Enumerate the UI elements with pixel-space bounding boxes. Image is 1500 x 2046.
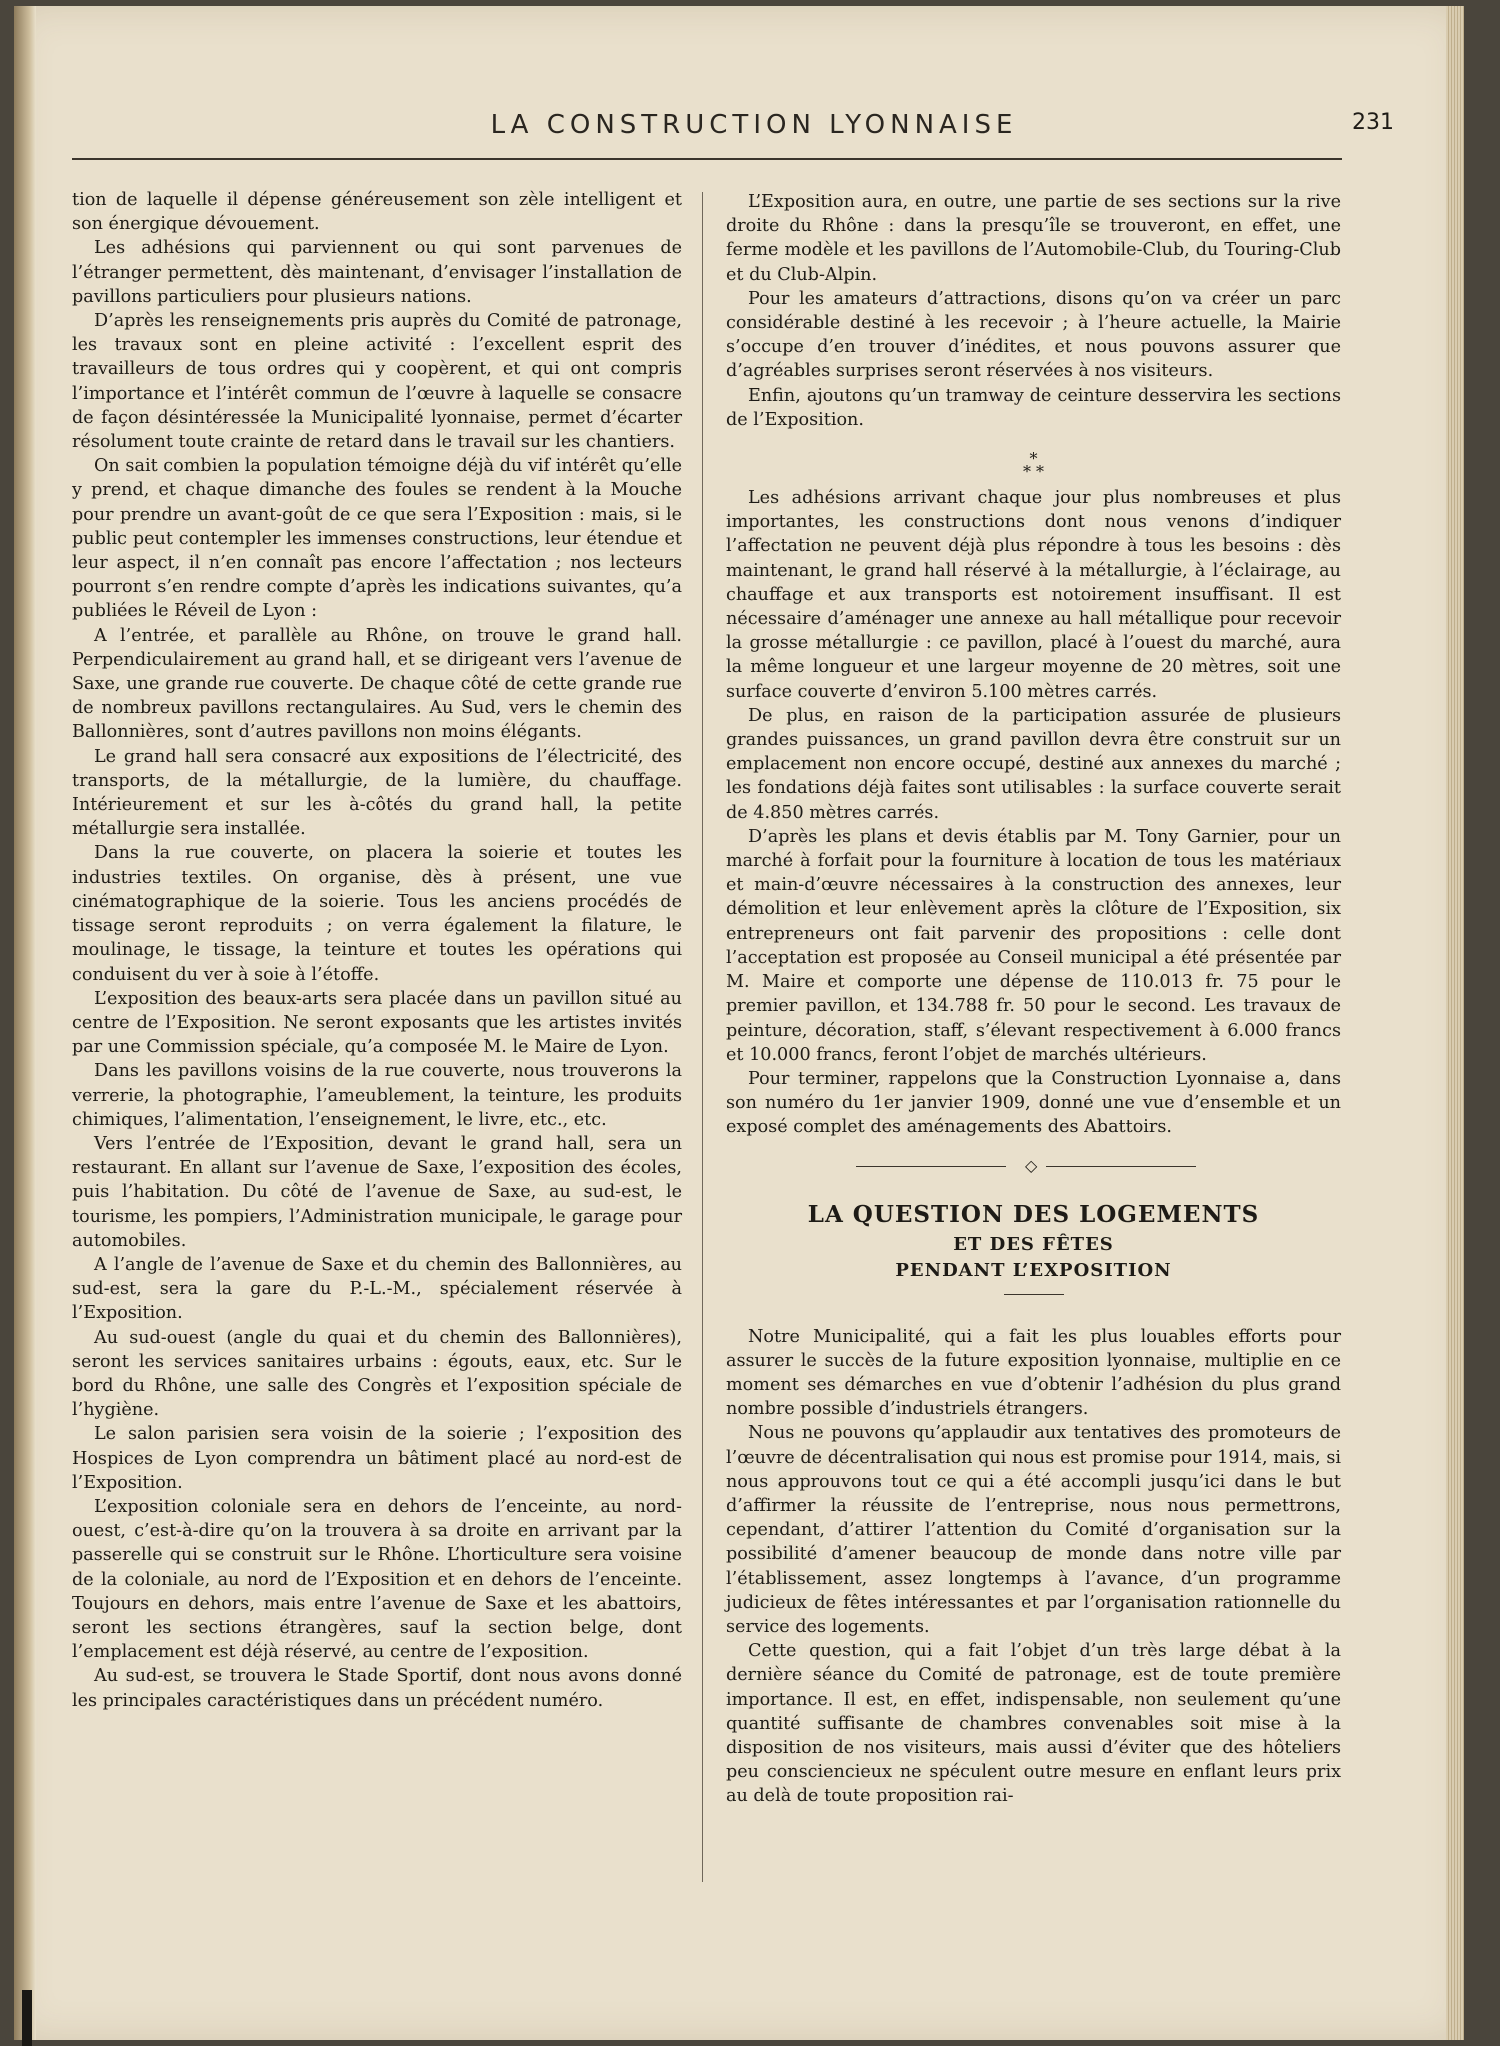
paragraph: A l’entrée, et parallèle au Rhône, on trouve le grand hall. Perpendiculairement au grand hall, et se dirigeant vers l’avenue de Saxe, une grande rue couverte. De chaque côté de cette grande rue de nombreux pavillons rectangulaires. Au Sud, vers le chemin des Ballonnières, sont d’autres pavillons non moins élégants. bbox=[72, 625, 682, 743]
paragraph: Nous ne pouvons qu’applaudir aux tentatives des promoteurs de l’œuvre de décentralisation qui nous est promise pour 1914, mais, si nous approuvons tout ce qui a été accompli jusqu’ici dans le but d’affirmer la réussite de l’entreprise, nous nous permettrons, cependant, d’attirer l’attention du Comité d’organisation sur la possibilité d’amener beaucoup de monde dans notre ville par l’établissement, assez longtemps à l’avance, d’un programme judicieux de fêtes intéressantes et par l’organisation rationnelle du service des logements. bbox=[726, 1423, 1341, 1637]
diamond-ornament-icon: ◇ bbox=[1025, 1155, 1038, 1175]
section-divider bbox=[726, 1154, 1341, 1180]
paragraph: L’Exposition aura, en outre, une partie de ses sections sur la rive droite du Rhône : dans la presqu’île se trouveront, en effet, une ferme modèle et les pavillons de l’Automobile-Club, du Touring-Club et du Club-Alpin. bbox=[726, 192, 1341, 285]
divider-line-left bbox=[856, 1166, 1006, 1167]
page-edges bbox=[1446, 6, 1464, 2040]
paragraph: Les adhésions qui parviennent ou qui sont parvenues de l’étranger permettent, dès maintenant, d’envisager l’installation de pavillons particuliers pour plusieurs nations. bbox=[72, 238, 682, 307]
paragraph: Au sud-ouest (angle du quai et du chemin des Ballonnières), seront les services sanitaires urbains : égouts, eaux, etc. Sur le bord du Rhône, une salle des Congrès et l’exposition spéciale de l’hygiène. bbox=[72, 1327, 682, 1421]
page-number: 231 bbox=[1352, 110, 1394, 135]
paragraph: A l’angle de l’avenue de Saxe et du chemin des Ballonnières, au sud-est, sera la gare du P.-L.-M., spécialement réservée à l’Exposition. bbox=[72, 1254, 682, 1324]
paragraph: Le salon parisien sera voisin de la soierie ; l’exposition des Hospices de Lyon comprendra un bâtiment placé au nord-est de l’Exposition. bbox=[72, 1424, 682, 1493]
section-heading bbox=[726, 1198, 1341, 1295]
paragraph: De plus, en raison de la participation assurée de plusieurs grandes puissances, un grand pavillon devra être construit sur un emplacement non encore occupé, destiné aux annexes du marché ; les fondations déjà faites sont utilisables : la surface couverte serait de 4.850 mètres carrés. bbox=[726, 705, 1341, 823]
section-title-rule bbox=[1004, 1294, 1064, 1295]
journal-title: LA CONSTRUCTION LYONNAISE bbox=[490, 110, 1018, 140]
paragraph: L’exposition des beaux-arts sera placée dans un pavillon situé au centre de l’Exposition. Ne seront exposants que les artistes invités par une Commission spéciale, qu’a composée M. le Maire de Lyon. bbox=[72, 988, 682, 1058]
paragraph: Cette question, qui a fait l’objet d’un très large débat à la dernière séance du Comité de patronage, est de toute première importance. Il est, en effet, indispensable, non seulement qu’une quantité suffisante de chambres convenables soit mise à la disposition de nos visiteurs, mais aussi d’éviter que des hôteliers peu consciencieux ne spéculent outre mesure en enflant leurs prix au delà de toute proposition rai- bbox=[726, 1641, 1341, 1807]
section-title-line2: ET DES FÊTES bbox=[953, 1233, 1114, 1255]
page-sheet bbox=[14, 6, 1464, 2040]
binding-thread bbox=[22, 1990, 32, 2046]
right-column bbox=[726, 190, 1341, 1809]
header-rule bbox=[72, 158, 1342, 160]
paragraph: Les adhésions arrivant chaque jour plus nombreuses et plus importantes, les constructions dont nous venons d’indiquer l’affectation ne peuvent déjà plus répondre à tous les besoins : dès maintenant, le grand hall réservé à la métallurgie, à l’éclairage, au chauffage et aux transports est notoirement insuffisant. Il est nécessaire d’aménager une annexe au hall métallique pour recevoir la grosse métallurgie : ce pavillon, placé à l’ouest du marché, aura la même longueur et une largeur moyenne de 20 mètres, soit une surface couverte d’environ 5.100 mètres carrés. bbox=[726, 488, 1341, 702]
paragraph: Au sud-est, se trouvera le Stade Sportif, dont nous avons donné les principales caractéristiques dans un précédent numéro. bbox=[72, 1666, 682, 1711]
paragraph: Enfin, ajoutons qu’un tramway de ceinture desservira les sections de l’Exposition. bbox=[726, 385, 1341, 430]
paragraph: Le grand hall sera consacré aux expositions de l’électricité, des transports, de la métallurgie, de la lumière, du chauffage. Intérieurement et sur les à-côtés du grand hall, la petite métallurgie sera installée. bbox=[72, 746, 682, 840]
left-column bbox=[72, 188, 682, 1713]
running-head bbox=[54, 110, 1394, 150]
column-rule bbox=[702, 192, 703, 1882]
paragraph: Pour les amateurs d’attractions, disons qu’on va créer un parc considérable destiné à les recevoir ; à l’heure actuelle, la Mairie s’occupe d’en trouver d’inédites, et nous pouvons assurer que d’agréables surprises seront réservées à nos visiteurs. bbox=[726, 288, 1341, 382]
paragraph: Vers l’entrée de l’Exposition, devant le grand hall, sera un restaurant. En allant sur l’avenue de Saxe, l’exposition des écoles, puis l’habitation. Du côté de l’avenue de Saxe, au sud-est, le tourisme, les pompiers, l’Administration municipale, le garage pour automobiles. bbox=[72, 1133, 682, 1251]
asterism: * * * bbox=[1022, 449, 1045, 482]
paragraph: tion de laquelle il dépense généreusement son zèle intelligent et son énergique dévouement. bbox=[72, 190, 682, 235]
divider-line-right bbox=[1046, 1166, 1196, 1167]
paragraph: Pour terminer, rappelons que la Construction Lyonnaise a, dans son numéro du 1er janvier 1909, donné une vue d’ensemble et un exposé complet des aménagements des Abattoirs. bbox=[726, 1068, 1341, 1138]
paragraph: On sait combien la population témoigne déjà du vif intérêt qu’elle y prend, et chaque dimanche des foules se rendent à la Mouche pour prendre un avant-goût de ce que sera l’Exposition : mais, si le public peut contempler les immenses constructions, leur étendue et leur aspect, il n’en connaît pas encore l’affectation ; nos lecteurs pourront s’en rendre compte d’après les indications suivantes, qu’a publiées le Réveil de Lyon : bbox=[72, 456, 682, 622]
paragraph: Notre Municipalité, qui a fait les plus louables efforts pour assurer le succès de la future exposition lyonnaise, multiplie en ce moment ses démarches en vue d’obtenir l’adhésion du plus grand nombre possible d’industriels étrangers. bbox=[726, 1326, 1341, 1420]
paragraph: L’exposition coloniale sera en dehors de l’enceinte, au nord-ouest, c’est-à-dire qu’on la trouvera à sa droite en arrivant par la passerelle qui se construit sur le Rhône. L’horticulture sera voisine de la coloniale, au nord de l’Exposition et en dehors de l’enceinte. Toujours en dehors, mais entre l’avenue de Saxe et les abattoirs, seront les sections étrangères, sauf la section belge, dont l’emplacement est déjà réservé, au centre de l’exposition. bbox=[72, 1496, 682, 1663]
paragraph: D’après les plans et devis établis par M. Tony Garnier, pour un marché à forfait pour la fourniture à location de tous les matériaux et main-d’œuvre nécessaires à la construction des annexes, leur démolition et leur enlèvement après la clôture de l’Exposition, six entrepreneurs ont fait parvenir des propositions : celle dont l’acceptation est proposée au Conseil municipal a été présentée par M. Maire et comporte une dépense de 110.013 fr. 75 pour le premier pavillon, et 134.788 fr. 50 pour le second. Les travaux de peinture, décoration, staff, s’élevant respectivement à 6.000 francs et 10.000 francs, feront l’objet de marchés ultérieurs. bbox=[726, 826, 1341, 1065]
paragraph: D’après les renseignements pris auprès du Comité de patronage, les travaux sont en pleine activité : l’excellent esprit des travailleurs de tous ordres qui y coopèrent, et qui ont compris l’importance et l’intérêt commun de l’œuvre à laquelle se consacre de façon désintéressée la Municipalité lyonnaise, permet d’écarter résolument toute crainte de retard dans le travail sur les chantiers. bbox=[72, 311, 682, 453]
section-title-line3: PENDANT L’EXPOSITION bbox=[895, 1259, 1172, 1281]
book-spine bbox=[14, 6, 36, 2040]
paragraph: Dans les pavillons voisins de la rue couverte, nous trouverons la verrerie, la photographie, l’ameublement, la teinture, les produits chimiques, l’alimentation, l’enseignement, le livre, etc., etc. bbox=[72, 1061, 682, 1130]
paragraph: Dans la rue couverte, on placera la soierie et toutes les industries textiles. On organise, dès à présent, une vue cinématographique de la soierie. Tous les anciens procédés de tissage seront reproduits ; on verra également la filature, le moulinage, le tissage, la teinture et toutes les opérations qui conduisent du ver à soie à l’étoffe. bbox=[72, 843, 682, 985]
section-title-line1: LA QUESTION DES LOGEMENTS bbox=[807, 1200, 1260, 1228]
